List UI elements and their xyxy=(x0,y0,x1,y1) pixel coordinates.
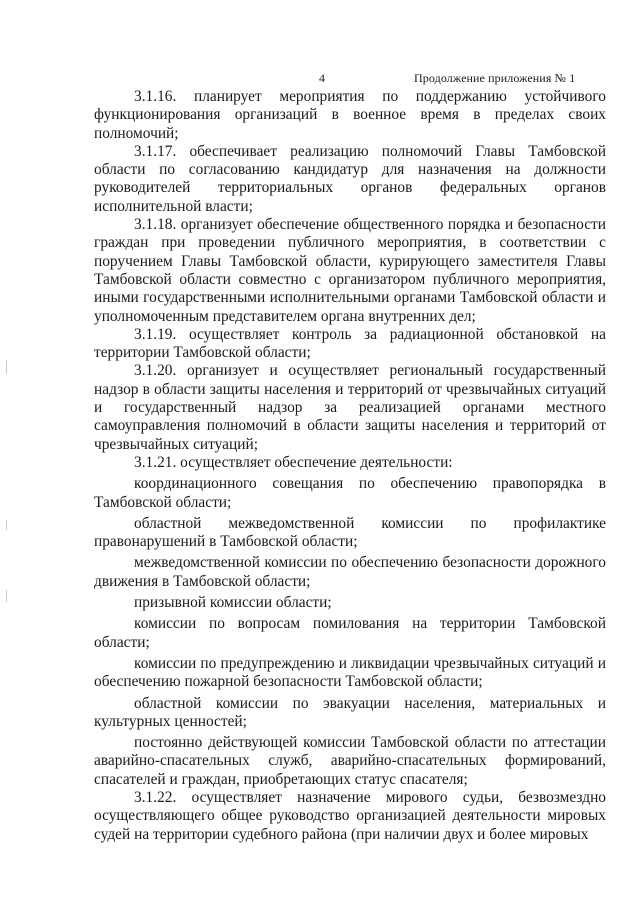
paragraph-3-1-18: 3.1.18. организует обеспечение общественного порядка и безопасности граждан при проведении публичного мероприятия, в соответствии с поручением Главы Тамбовской области, курирующего заместителя Главы Тамбовской области совместно с организатором публичного мероприятия, иными государственными исполнительными органами Тамбовской области и уполномоченным представителем органа внутренних дел; xyxy=(94,216,606,325)
paragraph-3-1-21: 3.1.21. осуществляет обеспечение деятельности: xyxy=(134,453,453,471)
list-item: координационного совещания по обеспечению правопорядка в Тамбовской области; xyxy=(94,475,606,511)
margin-scan-mark xyxy=(6,360,7,374)
list-item: комиссии по вопросам помилования на территории Тамбовской области; xyxy=(94,615,606,651)
margin-scan-mark xyxy=(6,520,7,530)
paragraph-3-1-17: 3.1.17. обеспечивает реализацию полномочий Главы Тамбовской области по согласованию кандидатур для назначения на должности руководителей территориальных органов федеральных органов исполнительной власти; xyxy=(94,142,606,215)
list-item: призывной комиссии области; xyxy=(134,594,332,612)
list-item: постоянно действующей комиссии Тамбовской области по аттестации аварийно-спасательных служб, аварийно-спасательных формирований, спасателей и граждан, приобретающих статус спасателя; xyxy=(94,734,606,788)
list-item: областной комиссии по эвакуации населения, материальных и культурных ценностей; xyxy=(94,694,606,730)
page-number: 4 xyxy=(319,71,325,85)
list-item: областной межведомственной комиссии по профилактике правонарушений в Тамбовской области; xyxy=(94,514,606,551)
paragraph-3-1-22: 3.1.22. осуществляет назначение мирового судьи, безвозмездно осуществляющего общее руководство организацией деятельности мировых судей на территории судебного района (при наличии двух и более мировых xyxy=(94,788,606,843)
margin-scan-mark xyxy=(6,590,7,602)
list-item: комиссии по предупреждению и ликвидации чрезвычайных ситуаций и обеспечению пожарной безопасности Тамбовской области; xyxy=(94,654,606,691)
list-item: межведомственной комиссии по обеспечению безопасности дорожного движения в Тамбовской области; xyxy=(94,554,606,590)
document-body xyxy=(94,88,606,844)
paragraph-3-1-19: 3.1.19. осуществляет контроль за радиационной обстановкой на территории Тамбовской области; xyxy=(94,325,606,362)
appendix-note: Продолжение приложения № 1 xyxy=(414,71,576,85)
paragraph-3-1-20: 3.1.20. организует и осуществляет региональный государственный надзор в области защиты населения и территорий от чрезвычайных ситуаций и государственный надзор за реализацией органами местного самоуправления полномочий в области защиты населения и территорий от чрезвычайных ситуаций; xyxy=(94,362,606,453)
paragraph-3-1-16: 3.1.16. планирует мероприятия по поддержанию устойчивого функционирования организаций в военное время в пределах своих полномочий; xyxy=(94,88,606,142)
